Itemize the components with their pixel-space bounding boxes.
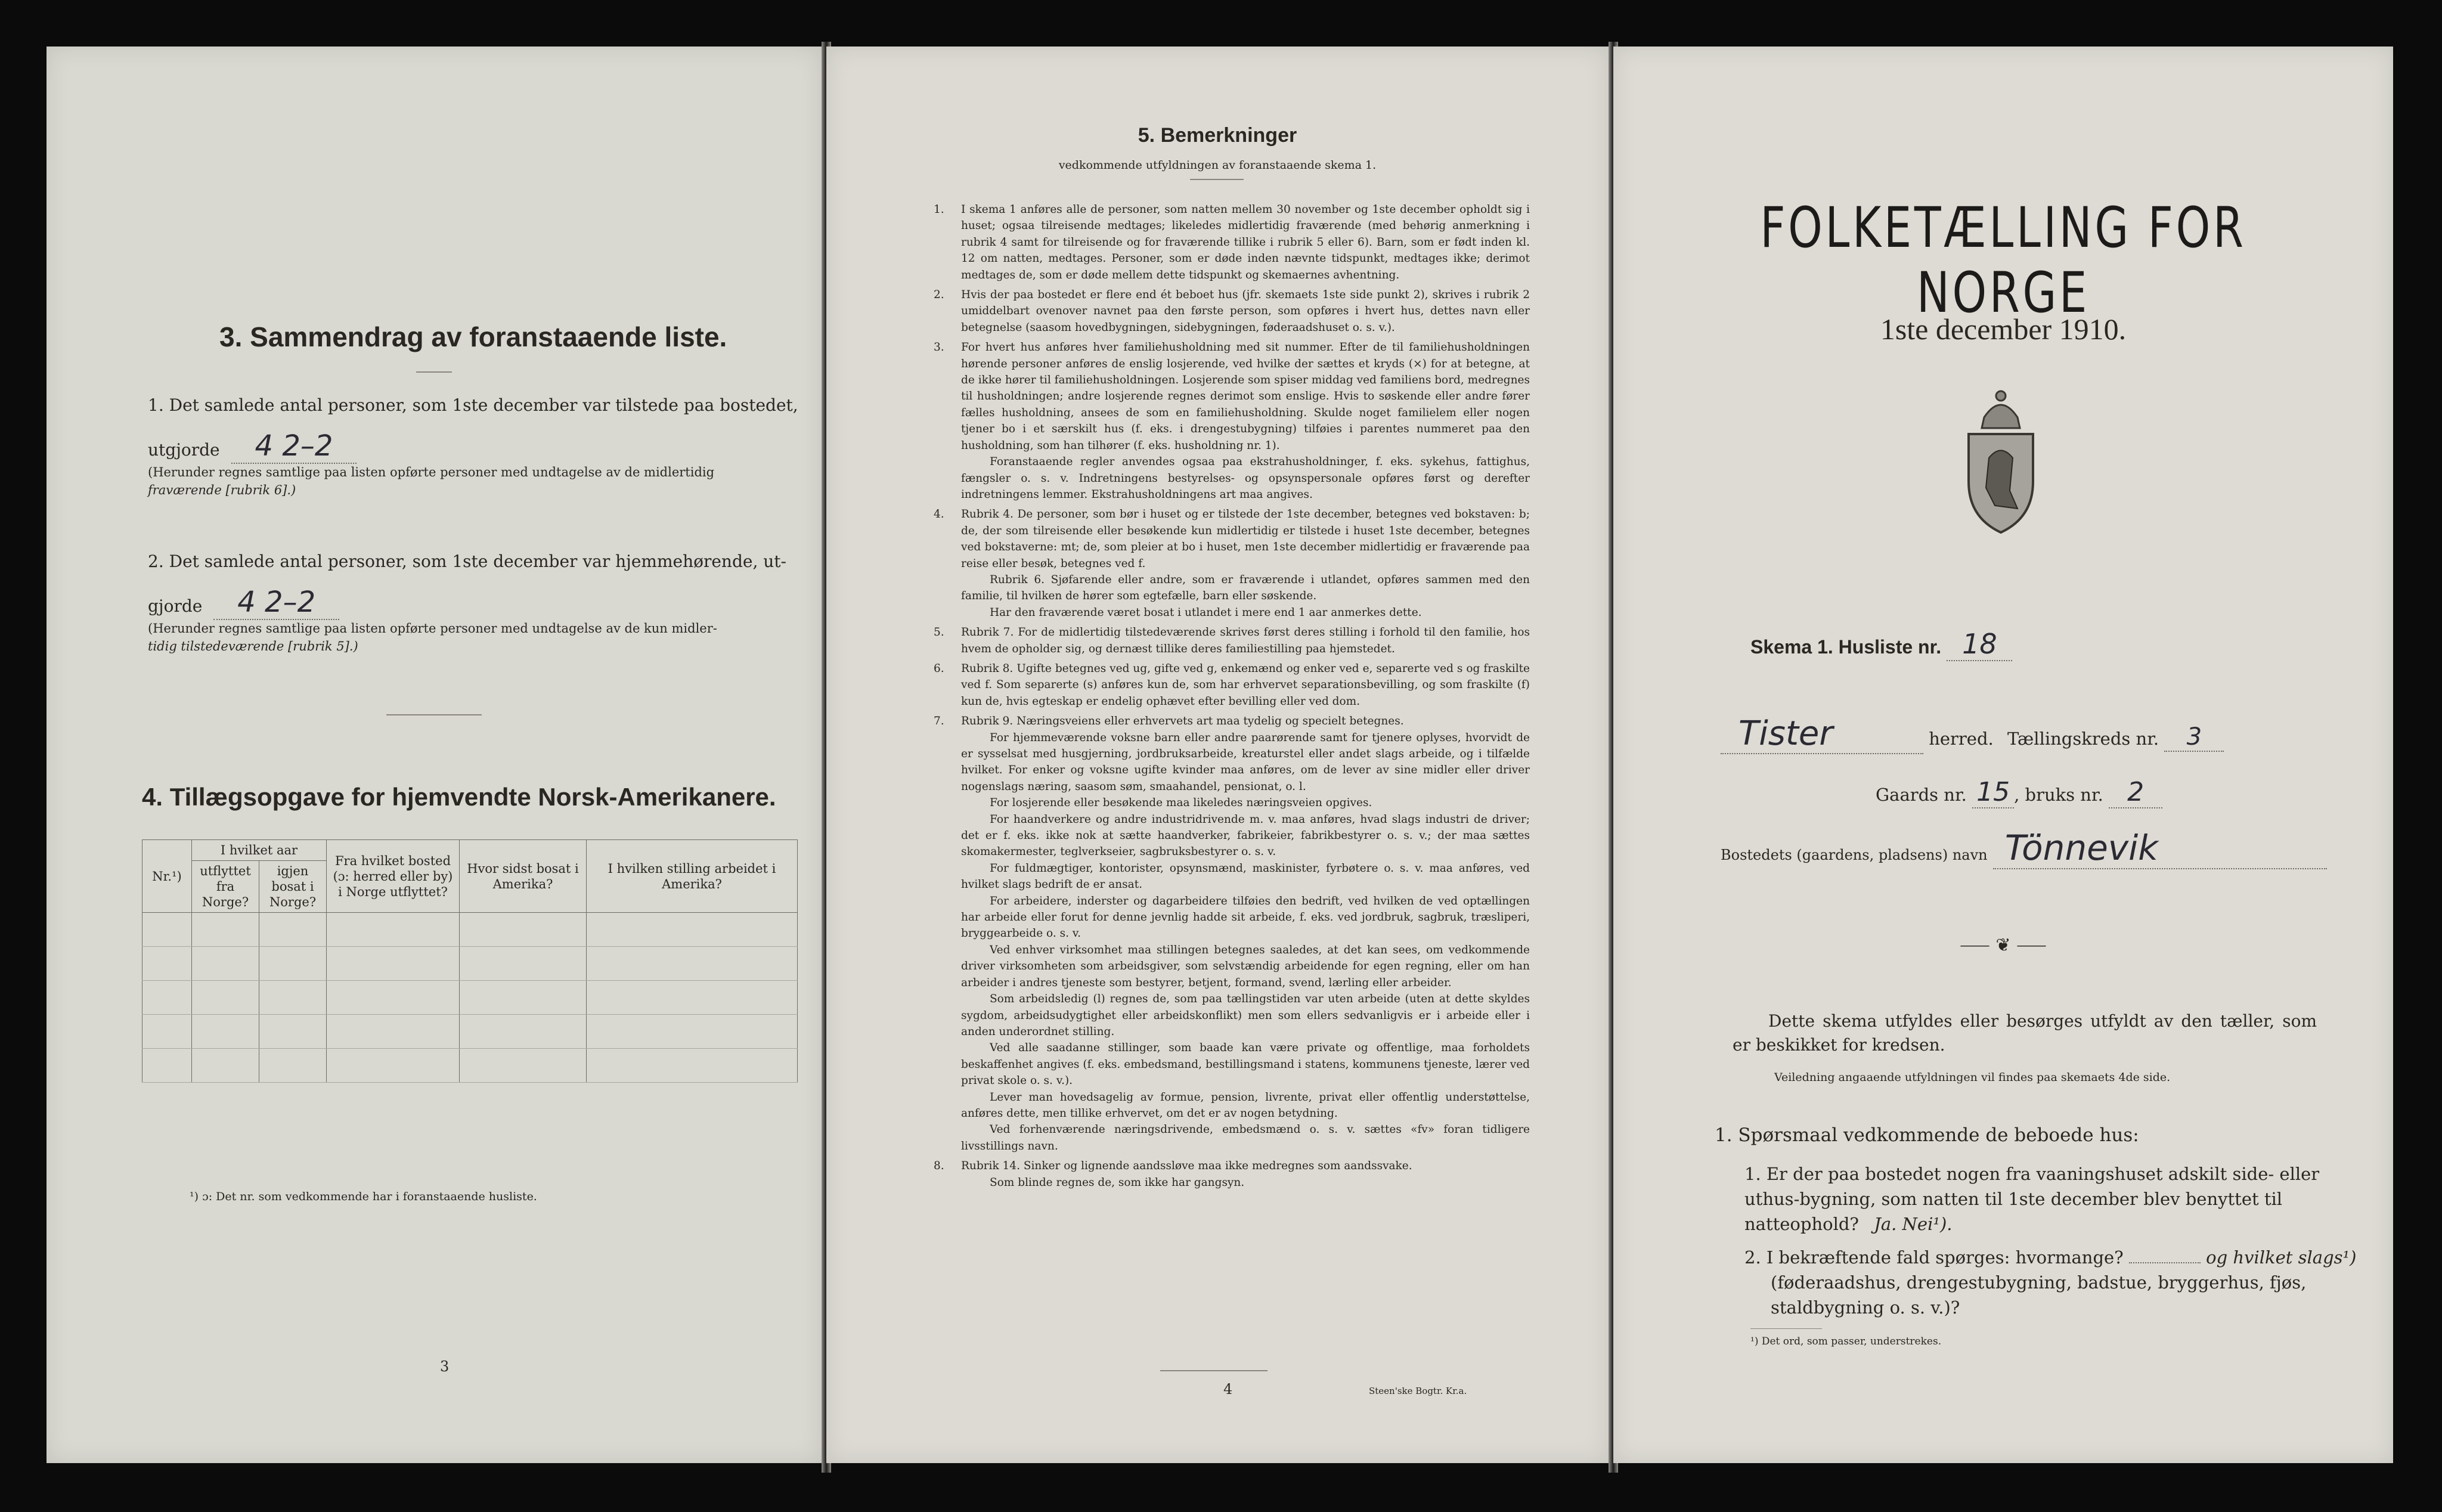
husliste-number: 18 xyxy=(1947,628,2012,661)
table-row xyxy=(142,1015,798,1049)
remark-8: 8. Rubrik 14. Sinker og lignende aandssløve maa ikke medregnes som aandssvake. Som blinde regnes de, som ikke har gangsyn. xyxy=(934,1160,1412,1189)
summary-item-1 xyxy=(148,392,810,499)
bosted-row xyxy=(1721,828,2376,869)
page-1 xyxy=(1613,47,2393,1463)
instruction-text: Dette skema utfyldes eller besørges utfyldt av den tæller, som er beskikket for kredsen. xyxy=(1733,1011,2317,1055)
col-nr: Nr.¹) xyxy=(142,840,192,913)
remarks-subtitle: vedkommende utfyldningen av foranstaaende skema 1. xyxy=(1058,159,1377,172)
question-heading: 1. Spørsmaal vedkommende de beboede hus: xyxy=(1715,1124,2139,1146)
divider xyxy=(1750,1328,1822,1329)
instruction-note: Veiledning angaaende utfyldningen vil findes paa skemaets 4de side. xyxy=(1774,1071,2171,1084)
divider xyxy=(1160,1370,1268,1371)
question-2-text-c: (føderaadshus, drengestubygning, badstue, bryggerhus, fjøs, staldbygning o. s. v.)? xyxy=(1771,1272,2307,1318)
bosted-value: Tönnevik xyxy=(1993,828,2327,869)
gaards-row xyxy=(1876,777,2162,808)
summary-item-1-prefix: utgjorde xyxy=(148,440,220,460)
table-footnote: ¹) ɔ: Det nr. som vedkommende har i foranstaaende husliste. xyxy=(190,1190,537,1203)
remark-4: 4. Rubrik 4. De personer, som bør i huset og er tilstede der 1ste december, betegnes ved bokstaven: b; de, der som tilreisende eller besøkende kun midlertidig er tilstede i huset 1ste december, betegnes ved bokstaverne: mt; de, som pleier at bo i huset, men 1ste december midlertidig er fraværende paa reise eller besøk, betegnes ved f. Rubrik 6. Sjøfarende eller andre, som er fraværende i utlandet, opføres sammen med den familie, til hvilken de hører som egtefælle, barn eller søskende. Har den fraværende været bosat i utlandet i mere end 1 aar anmerkes dette. xyxy=(934,508,1530,619)
remark-2: 2. Hvis der paa bostedet er flere end ét beboet hus (jfr. skemaets 1ste side punkt 2), skrives i rubrik 2 umiddelbart ovenover navnet paa den første person, som opføres i hvert hus, dettes navn eller betegnelse (saasom hovedbygningen, sidebygningen, føderaadshuset o. s. v.). xyxy=(934,289,1530,334)
skema-label: Skema 1. Husliste nr. xyxy=(1750,636,1942,658)
right-footnote: ¹) Det ord, som passer, understrekes. xyxy=(1750,1336,1942,1347)
coat-of-arms-icon xyxy=(1953,380,2049,535)
printer-imprint: Steen'ske Bogtr. Kr.a. xyxy=(1369,1386,1467,1396)
table-row xyxy=(142,947,798,981)
census-title: FOLKETÆLLING FOR NORGE xyxy=(1760,196,2246,326)
remark-6: 6. Rubrik 8. Ugifte betegnes ved ug, gifte ved g, enkemænd og enker ved e, separerte ved s og fraskilte ved f. Som separerte (s) anføres kun de, som har erhvervet separationsbevilling, og som fraskilte (f) kun de, hvis egteskap er endelig ophævet efter bevilling eller ved dom. xyxy=(934,662,1530,708)
question-1-answer: Ja. Nei¹). xyxy=(1874,1214,1953,1234)
summary-item-2-note: (Herunder regnes samtlige paa listen opførte personer med undtagelse av de kun midler- xyxy=(148,621,717,636)
summary-item-1-note: (Herunder regnes samtlige paa listen opførte personer med undtagelse av de midlertidig xyxy=(148,465,715,479)
bosted-label: Bostedets (gaardens, pladsens) navn xyxy=(1721,847,1988,863)
norsk-amerikanere-table xyxy=(142,839,798,1083)
remark-3: 3. For hvert hus anføres hver familiehusholdning med sit nummer. Efter de til familiehusholdningen hørende personer anføres de enslig losjerende, ved hvilke der sættes et kryds (×) for at betegne, at de ikke hører til familiehusholdningen. Losjerende som spiser middag ved familiens bord, medregnes til husholdningen; andre losjerende regnes derimot som enslige. Hvis to søskende eller andre fører fælles husholdning, ansees de som en familiehusholdning. Skulde noget familielem eller nogen tjener bo i et særskilt hus (f. eks. i drengestubygning) tilføies i parentes nummeret paa den husholdning, som han tilhører (f. eks. husholdning nr. 1). Foranstaaende regler anvendes ogsaa paa ekstrahusholdninger, f. eks. sykehus, fattighus, fængsler o. s. v. Indretningens bestyrelses- og opsynspersonale opføres først og derefter indretningens lemmer. Ekstrahusholdningens art maa angives. xyxy=(934,341,1530,501)
gaards-value: 15 xyxy=(1972,777,2014,808)
section-4-title: 4. Tillægsopgave for hjemvendte Norsk-Amerikanere. xyxy=(142,783,776,811)
gaards-label: Gaards nr. xyxy=(1876,785,1967,805)
remark-5: 5. Rubrik 7. For de midlertidig tilstedeværende skrives først deres stilling i forhold til den familie, hos hvem de opholder sig, og dernæst tillike deres familiestilling paa hjemstedet. xyxy=(934,626,1530,655)
summary-item-2-text: 2. Det samlede antal personer, som 1ste december var hjemmehørende, ut- xyxy=(148,551,786,571)
remarks-title: 5. Bemerkninger xyxy=(1138,124,1297,147)
remark-7: 7. Rubrik 9. Næringsveiens eller erhvervets art maa tydelig og specielt betegnes. For hjemmeværende voksne barn eller andre paarørende samt for tjenere oplyses, hvorvidt de er sysselsat med husgjerning, jordbruksarbeide, kreaturstel eller andet slags arbeide, og i tilfælde hvilket. For enker og voksne ugifte kvinder maa anføres, om de lever av sine midler eller driver nogenslags næring, saasom søm, smaahandel, pensionat, o. l. For losjerende eller besøkende maa likeledes næringsveien opgives. For haandverkere og andre industridrivende m. v. maa anføres, hvad slags industri de driver; det er f. eks. ikke nok at sætte haandverker, fabrikeier, fabrikbestyrer o. s. v.; der maa sættes skomakermester, teglverkseier, sagbruksbestyrer o. s. v. For fuldmægtiger, kontorister, opsynsmænd, maskinister, fyrbøtere o. s. v. maa anføres, ved hvilket slags bedrift de er ansat. For arbeidere, inderster og dagarbeidere tilføies den bedrift, ved hvilken de ved optællingen har arbeide eller forut for denne jevnlig hadde sit arbeide, f. eks. ved jordbruk, sagbruk, træsliperi, bryggearbeide o. s. v. Ved enhver virksomhet maa stillingen betegnes saaledes, at det kan sees, om vedkommende driver virksomheten som arbeidsgiver, som selvstændig arbeidende for egen regning, eller om han arbeider i andres tjeneste som bestyrer, betjent, formand, svend, lærling eller arbeider. Som arbeidsledig (l) regnes de, som paa tællingstiden var uten arbeide (uten at dette skyldes sygdom, arbeidsudygtighet eller arbeidskonflikt) men som ellers sedvanligvis er i arbeide eller i anden underordnet stilling. Ved alle saadanne stillinger, som baade kan være private og offentlige, maa forholdets beskaffenhet angives (f. eks. embedsmand, bestillingsmand i statens, kommunens tjeneste, lærer ved privat skole o. s. v.). Lever man hovedsagelig av formue, pension, livrente, privat eller offentlig understøttelse, anføres dette, men tillike erhvervet, om det er av nogen betydning. Ved forhenværende næringsdrivende, embedsmænd o. s. v. sættes «fv» foran tidligere livsstillings navn. xyxy=(934,715,1530,1152)
col-stilling: I hvilken stilling arbeidet i Amerika? xyxy=(587,840,798,913)
ornament-icon: ⸺ ❦ ⸺ xyxy=(1960,935,2047,956)
summary-item-1-text: 1. Det samlede antal personer, som 1ste december var tilstede paa bostedet, xyxy=(148,395,798,415)
kreds-value: 3 xyxy=(2164,723,2224,752)
divider xyxy=(1190,179,1244,180)
herred-label: herred. xyxy=(1929,729,1994,749)
col-sidst-bosat: Hvor sidst bosat i Amerika? xyxy=(460,840,587,913)
question-2-text-b: og hvilket slags¹) xyxy=(2206,1247,2357,1268)
summary-item-2-prefix: gjorde xyxy=(148,596,203,616)
col-utflyttet: utflyttet fra Norge? xyxy=(192,861,259,913)
kreds-label: Tællingskreds nr. xyxy=(2007,729,2159,749)
section-3-title: 3. Sammendrag av foranstaaende liste. xyxy=(219,321,727,352)
table-row xyxy=(142,981,798,1015)
herred-row xyxy=(1721,714,2376,754)
page-number: 3 xyxy=(440,1358,450,1375)
divider xyxy=(416,371,452,373)
page-3 xyxy=(47,47,822,1463)
skema-row xyxy=(1750,628,2012,661)
table-row xyxy=(142,1049,798,1083)
page-4 xyxy=(826,47,1609,1463)
question-1-text: 1. Er der paa bostedet nogen fra vaaningshuset adskilt side- eller uthus-bygning, som natten til 1ste december blev benyttet til natteophold? xyxy=(1744,1164,2320,1234)
summary-item-2-note-2: tidig tilstedeværende [rubrik 5].) xyxy=(148,639,358,653)
bruks-label: , bruks nr. xyxy=(2014,785,2103,805)
summary-item-2 xyxy=(148,549,810,655)
table-row xyxy=(142,913,798,947)
remark-1: 1. I skema 1 anføres alle de personer, som natten mellem 30 november og 1ste december opholdt sig i huset; ogsaa tilreisende medtages; likeledes midlertidig fraværende (med behørig anmerkning i rubrik 4 samt for tilreisende og for fraværende tillike i rubrik 5 eller 6). Barn, som er født inden kl. 12 om natten, medtages. Personer, som er døde inden nævnte tidspunkt, medtages ikke; derimot medtages de, som er døde mellem dette tidspunkt og skemaernes avhentning. xyxy=(934,203,1530,281)
question-1 xyxy=(1744,1161,2370,1237)
col-hvilket-aar: I hvilket aar xyxy=(192,840,327,861)
summary-item-1-note-2: fraværende [rubrik 6].) xyxy=(148,483,296,497)
remarks-list xyxy=(934,202,1530,1194)
handwritten-count-2: 4 2–2 xyxy=(213,585,339,620)
col-igjen-bosat: igjen bosat i Norge? xyxy=(259,861,327,913)
question-2-text: 2. I bekræftende fald spørges: hvormange? xyxy=(1744,1247,2124,1268)
census-date: 1ste december 1910. xyxy=(1880,312,2127,346)
handwritten-count-1: 4 2–2 xyxy=(231,429,357,464)
herred-value: Tister xyxy=(1721,714,1923,754)
bruks-value: 2 xyxy=(2109,777,2162,808)
col-fra-bosted: Fra hvilket bosted (ɔ: herred eller by) i Norge utflyttet? xyxy=(327,840,460,913)
divider xyxy=(386,714,482,715)
question-2 xyxy=(1744,1245,2370,1320)
page-number: 4 xyxy=(1223,1381,1233,1398)
